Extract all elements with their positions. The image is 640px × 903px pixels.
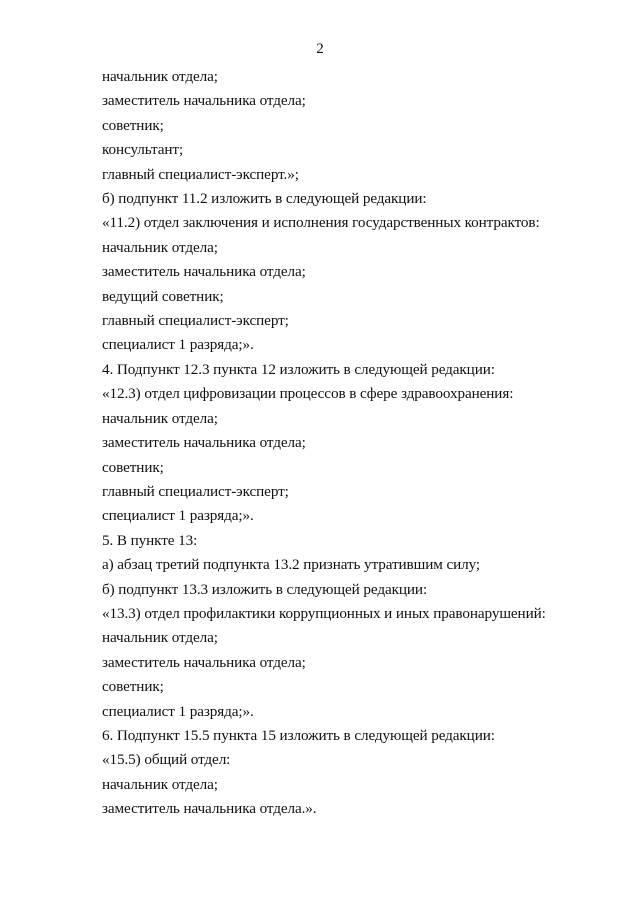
text-line: консультант;: [102, 141, 184, 159]
text-line: советник;: [102, 458, 164, 476]
text-line: начальник отдела;: [102, 775, 218, 793]
text-line: б) подпункт 13.3 изложить в следующей редакции:: [102, 580, 428, 598]
page-number: 2: [316, 41, 324, 57]
text-line: начальник отдела;: [102, 629, 218, 647]
text-line: «12.3) отдел цифровизации процессов в сфере здравоохранения:: [102, 385, 514, 403]
text-line: заместитель начальника отдела;: [102, 434, 306, 452]
text-line: ведущий советник;: [102, 287, 224, 305]
text-line: «13.3) отдел профилактики коррупционных и иных правонарушений:: [102, 604, 546, 622]
text-line: советник;: [102, 678, 164, 696]
text-line: специалист 1 разряда;».: [102, 507, 254, 525]
text-line: начальник отдела;: [102, 68, 218, 85]
text-line: заместитель начальника отдела;: [102, 263, 306, 281]
text-line: а) абзац третий подпункта 13.2 признать утратившим силу;: [102, 556, 481, 574]
text-line: заместитель начальника отдела;: [102, 92, 306, 110]
text-line: специалист 1 разряда;».: [102, 702, 254, 720]
text-line: начальник отдела;: [102, 238, 218, 256]
text-line: 6. Подпункт 15.5 пункта 15 изложить в следующей редакции:: [102, 726, 495, 744]
text-line: главный специалист-эксперт.»;: [102, 165, 299, 183]
text-line: б) подпункт 11.2 изложить в следующей редакции:: [102, 190, 427, 208]
text-line: начальник отдела;: [102, 409, 218, 427]
text-line: «15.5) общий отдел:: [102, 751, 231, 769]
text-line: заместитель начальника отдела;: [102, 653, 306, 671]
text-line: заместитель начальника отдела.».: [102, 800, 317, 818]
document-body: [102, 65, 622, 822]
text-line: 5. В пункте 13:: [102, 531, 198, 549]
text-line: «11.2) отдел заключения и исполнения государственных контрактов:: [102, 214, 540, 232]
text-line: 4. Подпункт 12.3 пункта 12 изложить в следующей редакции:: [102, 360, 495, 378]
text-line: советник;: [102, 116, 164, 134]
text-line: главный специалист-эксперт;: [102, 482, 289, 500]
text-line: главный специалист-эксперт;: [102, 312, 289, 330]
text-line: специалист 1 разряда;».: [102, 336, 254, 354]
